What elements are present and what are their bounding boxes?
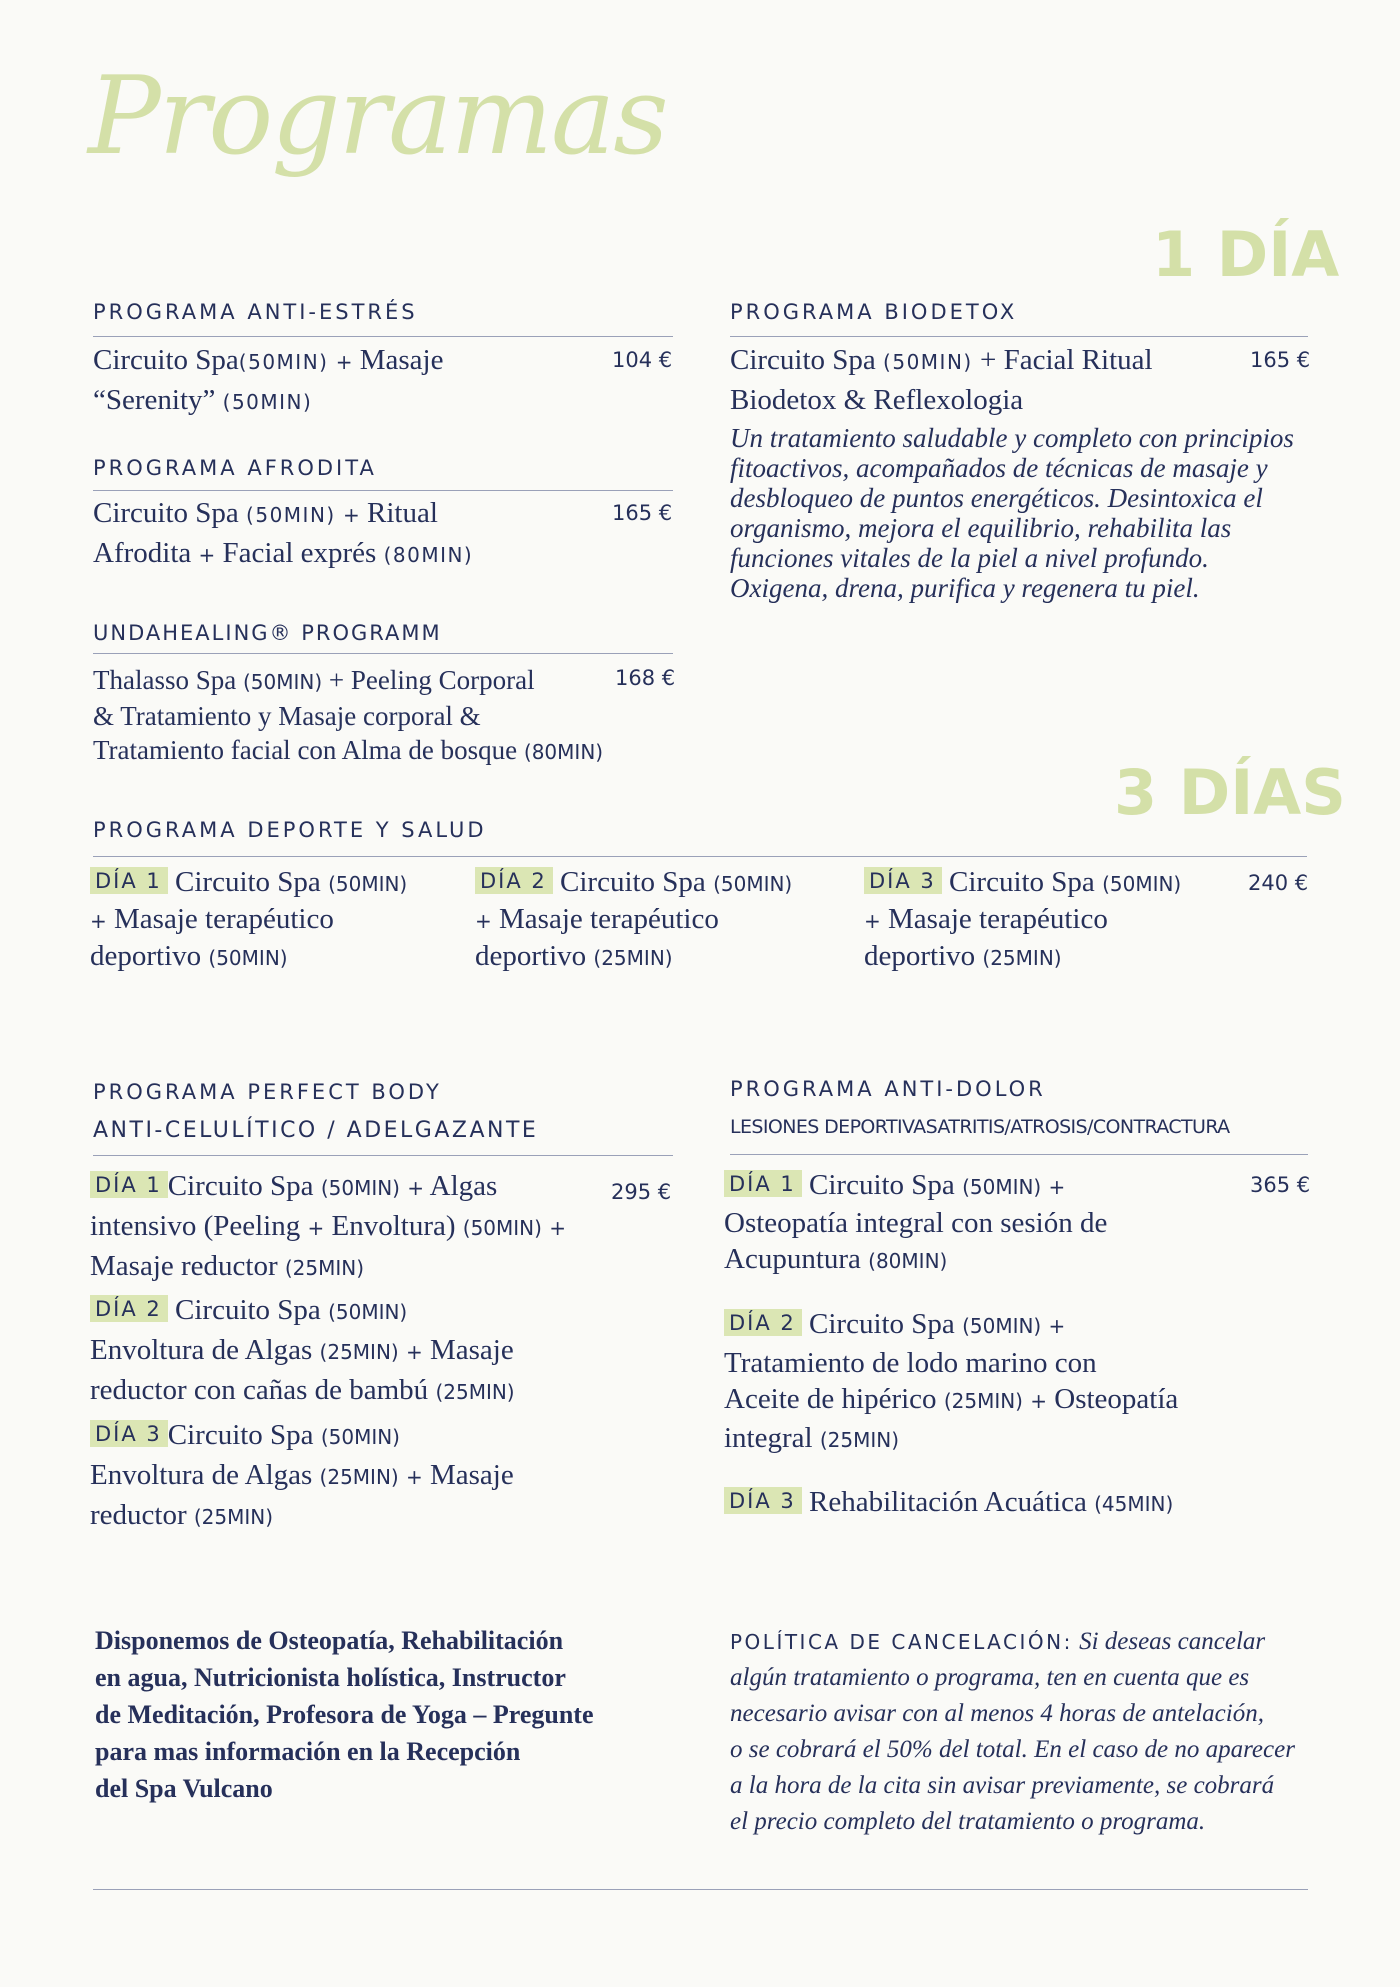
deporte-price: 240 € bbox=[1248, 871, 1309, 895]
perfect-body-day2 bbox=[90, 1291, 650, 1411]
duration: (50MIN) bbox=[320, 1176, 400, 1200]
text: Circuito Spa bbox=[167, 1170, 314, 1202]
anti-dolor-day2 bbox=[724, 1306, 1284, 1458]
biodetox-label: PROGRAMA BIODETOX bbox=[730, 300, 1018, 324]
plus: + bbox=[405, 1465, 423, 1489]
perfect-body-price: 295 € bbox=[611, 1180, 672, 1204]
text: Masaje bbox=[359, 344, 444, 376]
plus: + bbox=[198, 543, 216, 567]
undahealing-label: UNDAHEALING® PROGRAMM bbox=[93, 621, 442, 645]
plus: + bbox=[335, 350, 353, 374]
duration: (50MIN) bbox=[462, 1216, 542, 1240]
text: Circuito Spa bbox=[560, 866, 706, 898]
anti-estres-label: PROGRAMA ANTI-ESTRÉS bbox=[93, 300, 418, 324]
note-line: Disponemos de Osteopatía, Rehabilitación bbox=[95, 1626, 564, 1655]
text: Envoltura) bbox=[331, 1210, 456, 1242]
note-line: del Spa Vulcano bbox=[95, 1774, 273, 1803]
duration: (50MIN) bbox=[208, 946, 288, 970]
plus: + bbox=[90, 909, 107, 933]
text: deportivo bbox=[90, 940, 202, 972]
day-badge: DÍA 2 bbox=[475, 867, 553, 894]
text: Envoltura de Algas bbox=[90, 1459, 313, 1491]
cancellation-policy bbox=[730, 1624, 1330, 1840]
deporte-day2 bbox=[475, 865, 845, 976]
duration: (25MIN) bbox=[819, 1427, 899, 1452]
duration: (45MIN) bbox=[1094, 1492, 1174, 1516]
anti-dolor-sublabel: LESIONES DEPORTIVASATRITIS/ATROSIS/CONTRACTURA bbox=[730, 1116, 1230, 1138]
text: Tratamiento facial con Alma de bosque bbox=[93, 735, 518, 765]
text: Circuito Spa bbox=[809, 1308, 955, 1340]
text: integral bbox=[724, 1421, 813, 1454]
text: deportivo bbox=[864, 940, 976, 972]
page-title: Programas bbox=[88, 54, 667, 179]
text: Osteopatía integral con sesión de bbox=[724, 1207, 1108, 1239]
duration: (25MIN) bbox=[943, 1389, 1023, 1413]
text: Circuito Spa bbox=[175, 1294, 321, 1326]
duration: (50MIN) bbox=[883, 350, 973, 374]
deporte-day3 bbox=[864, 865, 1234, 976]
duration: (25MIN) bbox=[593, 946, 673, 970]
text: Thalasso Spa bbox=[93, 665, 237, 695]
afrodita-label: PROGRAMA AFRODITA bbox=[93, 456, 377, 480]
policy-text: Si deseas cancelar bbox=[1079, 1628, 1266, 1655]
plus: + bbox=[1030, 1389, 1047, 1413]
bottom-divider bbox=[93, 1889, 1308, 1890]
duration: (80MIN) bbox=[523, 740, 604, 764]
text: Afrodita bbox=[93, 537, 192, 569]
text: Masaje terapéutico bbox=[499, 903, 719, 935]
three-days-heading: 3 DÍAS bbox=[1114, 756, 1346, 829]
day-badge: DÍA 1 bbox=[90, 1171, 168, 1198]
duration: (50MIN) bbox=[962, 1175, 1042, 1199]
biodetox-description bbox=[730, 341, 1250, 419]
text: Circuito Spa bbox=[175, 866, 321, 898]
text: Circuito Spa bbox=[167, 1419, 314, 1451]
afrodita-price: 165 € bbox=[612, 501, 673, 525]
policy-line: a la hora de la cita sin avisar previamente, se cobrará bbox=[730, 1772, 1275, 1799]
plus: + bbox=[475, 909, 492, 933]
plus: + bbox=[864, 909, 881, 933]
text: Facial exprés bbox=[222, 537, 377, 569]
day-badge: DÍA 2 bbox=[90, 1295, 168, 1322]
text: reductor con cañas de bambú bbox=[90, 1374, 429, 1406]
biodetox-long-description bbox=[730, 423, 1310, 603]
text: Circuito Spa bbox=[93, 497, 239, 529]
text: intensivo (Peeling bbox=[90, 1210, 301, 1242]
anti-estres-price: 104 € bbox=[612, 348, 673, 372]
desc-line: organismo, mejora el equilibrio, rehabilita las bbox=[730, 513, 1232, 543]
text: Tratamiento de lodo marino con bbox=[724, 1346, 1097, 1379]
day-badge: DÍA 1 bbox=[90, 867, 168, 894]
text: Masaje terapéutico bbox=[888, 903, 1108, 935]
perfect-body-day1 bbox=[90, 1167, 650, 1287]
text: Circuito Spa bbox=[949, 866, 1095, 898]
policy-line: necesario avisar con al menos 4 horas de antelación, bbox=[730, 1700, 1264, 1727]
day-badge: DÍA 3 bbox=[90, 1420, 168, 1447]
duration: (50MIN) bbox=[328, 1300, 408, 1324]
one-day-heading: 1 DÍA bbox=[1152, 218, 1340, 291]
perfect-body-label: PROGRAMA PERFECT BODY bbox=[93, 1080, 442, 1104]
duration: (50MIN) bbox=[320, 1425, 400, 1449]
text: Masaje bbox=[429, 1459, 514, 1491]
text: Biodetox & Reflexologia bbox=[730, 384, 1024, 416]
desc-line: Oxigena, drena, purifica y regenera tu piel. bbox=[730, 573, 1200, 603]
text: Masaje bbox=[429, 1334, 514, 1366]
anti-dolor-label: PROGRAMA ANTI-DOLOR bbox=[730, 1077, 1046, 1101]
anti-dolor-day3 bbox=[724, 1483, 1284, 1523]
text: Rehabilitación Acuática bbox=[809, 1486, 1087, 1518]
text: Osteopatía bbox=[1054, 1383, 1179, 1415]
text: Circuito Spa bbox=[93, 344, 239, 376]
plus: + bbox=[1048, 1314, 1066, 1338]
text: Aceite de hipérico bbox=[724, 1383, 937, 1415]
text: Circuito Spa bbox=[730, 344, 876, 376]
text: Masaje reductor bbox=[90, 1250, 278, 1282]
deporte-label: PROGRAMA DEPORTE Y SALUD bbox=[93, 818, 487, 842]
text: reductor bbox=[90, 1499, 187, 1531]
duration: (50MIN) bbox=[238, 350, 329, 374]
plus: + bbox=[407, 1176, 424, 1200]
perfect-body-day3 bbox=[90, 1416, 650, 1536]
text: “Serenity” bbox=[93, 384, 216, 416]
anti-dolor-price: 365 € bbox=[1250, 1173, 1311, 1197]
duration: (25MIN) bbox=[319, 1340, 399, 1364]
plus: + bbox=[405, 1340, 423, 1364]
duration: (50MIN) bbox=[962, 1314, 1042, 1338]
afrodita-description bbox=[93, 494, 613, 574]
duration: (25MIN) bbox=[982, 946, 1062, 970]
text: deportivo bbox=[475, 940, 587, 972]
text: Masaje terapéutico bbox=[114, 903, 334, 935]
duration: (80MIN) bbox=[383, 543, 474, 567]
duration: (80MIN) bbox=[868, 1249, 948, 1273]
duration: (50MIN) bbox=[246, 503, 336, 527]
desc-line: fitoactivos, acompañados de técnicas de masaje y bbox=[730, 453, 1268, 483]
duration: (25MIN) bbox=[319, 1465, 399, 1489]
plus: + bbox=[342, 503, 360, 527]
divider bbox=[93, 653, 673, 654]
note-line: para mas información en la Recepción bbox=[95, 1737, 521, 1766]
text: Acupuntura bbox=[724, 1243, 861, 1275]
biodetox-price: 165 € bbox=[1250, 348, 1311, 372]
text: + Peeling Corporal bbox=[328, 665, 535, 695]
text: Envoltura de Algas bbox=[90, 1334, 313, 1366]
divider bbox=[730, 1154, 1308, 1155]
desc-line: desbloqueo de puntos energéticos. Desintoxica el bbox=[730, 483, 1263, 513]
policy-line: el precio completo del tratamiento o programa. bbox=[730, 1808, 1206, 1835]
day-badge: DÍA 2 bbox=[724, 1309, 802, 1336]
services-note bbox=[95, 1622, 695, 1807]
divider bbox=[730, 336, 1308, 337]
policy-line: o se cobrará el 50% del total. En el caso de no aparecer bbox=[730, 1736, 1295, 1763]
anti-dolor-day1 bbox=[724, 1167, 1244, 1279]
policy-label: POLÍTICA DE CANCELACIÓN: bbox=[730, 1630, 1073, 1654]
note-line: de Meditación, Profesora de Yoga – Pregunte bbox=[95, 1700, 594, 1729]
duration: (50MIN) bbox=[242, 670, 323, 694]
text: + Facial Ritual bbox=[979, 344, 1153, 376]
day-badge: DÍA 1 bbox=[724, 1170, 802, 1197]
text: Ritual bbox=[366, 497, 438, 529]
divider bbox=[93, 1155, 673, 1156]
desc-line: funciones vitales de la piel a nivel profundo. bbox=[730, 543, 1209, 573]
undahealing-price: 168 € bbox=[615, 666, 676, 690]
perfect-body-sublabel: ANTI-CELULÍTICO / ADELGAZANTE bbox=[93, 1118, 539, 1143]
undahealing-description bbox=[93, 663, 623, 769]
note-line: en agua, Nutricionista holística, Instructor bbox=[95, 1663, 566, 1692]
text: Algas bbox=[429, 1170, 498, 1202]
plus: + bbox=[549, 1216, 566, 1240]
desc-line: Un tratamiento saludable y completo con principios bbox=[730, 423, 1294, 453]
text: & Tratamiento y Masaje corporal & bbox=[93, 701, 481, 731]
duration: (25MIN) bbox=[193, 1505, 274, 1529]
anti-estres-description bbox=[93, 341, 613, 421]
duration: (50MIN) bbox=[328, 872, 408, 896]
duration: (50MIN) bbox=[222, 390, 313, 414]
divider bbox=[93, 490, 673, 491]
duration: (50MIN) bbox=[713, 872, 793, 896]
policy-line: algún tratamiento o programa, ten en cuenta que es bbox=[730, 1664, 1250, 1691]
duration: (25MIN) bbox=[435, 1380, 515, 1404]
deporte-day1 bbox=[90, 865, 450, 976]
day-badge: DÍA 3 bbox=[724, 1487, 802, 1514]
plus: + bbox=[307, 1216, 325, 1240]
plus: + bbox=[1048, 1175, 1066, 1199]
duration: (25MIN) bbox=[284, 1256, 365, 1280]
divider bbox=[93, 856, 1307, 857]
text: Circuito Spa bbox=[809, 1169, 955, 1201]
divider bbox=[93, 336, 673, 337]
duration: (50MIN) bbox=[1102, 872, 1182, 896]
day-badge: DÍA 3 bbox=[864, 867, 942, 894]
